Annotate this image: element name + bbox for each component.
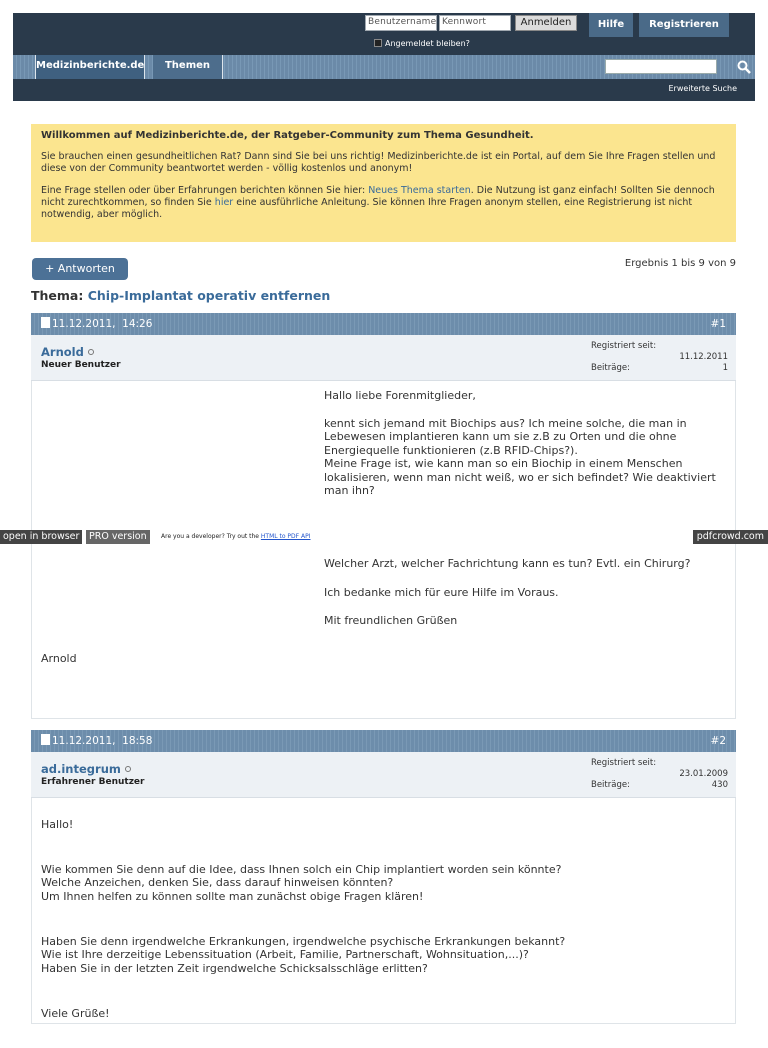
- post-paragraph: Mit freundlichen Grüßen: [324, 614, 458, 627]
- user-rank: Neuer Benutzer: [41, 360, 121, 370]
- post-header: [31, 730, 736, 752]
- result-count: Ergebnis 1 bis 9 von 9: [624, 258, 736, 269]
- offline-status-icon: [88, 349, 94, 355]
- password-input[interactable]: Kennwort: [439, 15, 511, 31]
- post-count: 1: [722, 363, 728, 373]
- advanced-search-link[interactable]: Erweiterte Suche: [668, 84, 737, 93]
- welcome-text-2a: Eine Frage stellen oder über Erfahrungen berichten können Sie hier:: [41, 185, 369, 196]
- post-count: 430: [711, 780, 728, 790]
- tab-themen[interactable]: Themen: [153, 55, 223, 79]
- help-button[interactable]: Hilfe: [589, 13, 633, 37]
- post-paragraph: Hallo!: [41, 817, 74, 831]
- post-paragraph: Haben Sie denn irgendwelche Erkrankungen, irgendwelche psychische Erkrankungen bekannt? Wie ist Ihre derzeitige Lebenssituation (Arbeit, Familie, Partnerschaft, Wohnsituation,...)? Haben Sie in der letzten Zeit irgendwelche Schicksalsschläge erlitten?: [41, 934, 566, 975]
- remember-me[interactable]: [374, 39, 470, 48]
- author-name[interactable]: Arnold: [41, 345, 84, 359]
- post-paragraph: Ich bedanke mich für eure Hilfe im Voraus.: [324, 585, 559, 599]
- welcome-text-2b: . Die Nutzung ist ganz einfach! Sollten Sie dennoch nicht zurechtkommen, so finden Sie: [41, 185, 715, 208]
- search-button[interactable]: [733, 55, 755, 79]
- html-to-pdf-link[interactable]: HTML to PDF API: [260, 533, 311, 540]
- thread-title-text[interactable]: Chip-Implantat operativ entfernen: [87, 288, 331, 303]
- post-paragraph: Hallo liebe Forenmitglieder,: [324, 389, 476, 402]
- new-thread-link[interactable]: Neues Thema starten: [368, 185, 471, 196]
- posts-label: Beiträge:: [591, 780, 630, 790]
- post-header: [31, 313, 736, 335]
- post-paragraph-text: kennt sich jemand mit Biochips aus? Ich meine solche, die man in Lebewesen implantieren kann um sie z.B zu Orten und die ohne Energiequelle funktionieren (z.B RFID-Chips?).: [324, 416, 687, 457]
- pdfcrowd-banner: [0, 530, 768, 544]
- post-time: 18:58: [122, 735, 153, 747]
- welcome-text-1: Sie brauchen einen gesundheitlichen Rat? Dann sind Sie bei uns richtig! Medizinberichte.de ist ein Portal, auf dem Sie Ihre Fragen stellen und diese von der Community beantwortet werden - völlig kostenlos und anonym!: [41, 151, 716, 174]
- thread-title-prefix: Thema:: [31, 288, 84, 303]
- post-paragraph: Viele Grüße!: [41, 1006, 110, 1020]
- remember-checkbox[interactable]: [374, 39, 382, 47]
- posts-label: Beiträge:: [591, 363, 630, 373]
- developer-note: [161, 533, 311, 540]
- sub-navigation: [13, 79, 755, 101]
- registered-date: 23.01.2009: [679, 769, 728, 779]
- post-number[interactable]: #2: [710, 735, 726, 747]
- open-in-browser-link[interactable]: open in browser: [0, 530, 82, 544]
- tab-medizinberichte[interactable]: Medizinberichte.de: [35, 55, 145, 79]
- welcome-text-2c: eine ausführliche Anleitung. Sie können Ihre Fragen anonym stellen, eine Registrierung ist nicht notwendig, aber möglich.: [41, 197, 693, 220]
- thread-title: [31, 288, 330, 303]
- post-signature: Arnold: [41, 652, 77, 665]
- username-input[interactable]: Benutzername: [365, 15, 437, 31]
- document-icon: [41, 734, 50, 745]
- top-bar: [13, 13, 755, 55]
- pdfcrowd-logo-link[interactable]: pdfcrowd.com: [693, 530, 768, 544]
- registered-label: Registriert seit:: [591, 341, 657, 351]
- post-author[interactable]: [41, 345, 94, 359]
- registered-date: 11.12.2011: [679, 352, 728, 362]
- post-paragraph: Welcher Arzt, welcher Fachrichtung kann es tun? Evtl. ein Chirurg?: [324, 557, 691, 570]
- post-content: [31, 798, 736, 1024]
- remember-label: Angemeldet bleiben?: [385, 39, 470, 48]
- post-userinfo: [31, 752, 736, 798]
- post-date: 11.12.2011,: [52, 735, 116, 747]
- post-author[interactable]: [41, 762, 131, 776]
- search-input[interactable]: [605, 59, 717, 74]
- user-stats: [591, 758, 728, 791]
- post-number[interactable]: #1: [710, 318, 726, 330]
- post-paragraph: Meine Frage ist, wie kann man so ein Biochip in einem Menschen lokalisieren, wenn man nicht weiß, wo er sich befindet? Wie deaktiviert man ihn?: [324, 457, 716, 497]
- post-paragraph: Wie kommen Sie denn auf die Idee, dass Ihnen solch ein Chip implantiert worden sein könnte? Welche Anzeichen, denken Sie, dass darauf hinweisen könnten? Um Ihnen helfen zu können sollte man zunächst obige Fragen klären!: [41, 862, 562, 903]
- post-paragraph: [324, 417, 734, 458]
- post-content: [31, 381, 736, 719]
- post-time: 14:26: [122, 318, 153, 330]
- welcome-title: Willkommen auf Medizinberichte.de, der Ratgeber-Community zum Thema Gesundheit.: [41, 130, 534, 141]
- user-stats: [591, 341, 728, 374]
- guide-link[interactable]: hier: [214, 197, 234, 208]
- main-navigation: [13, 55, 755, 79]
- user-rank: Erfahrener Benutzer: [41, 777, 145, 787]
- registered-label: Registriert seit:: [591, 758, 657, 768]
- document-icon: [41, 317, 50, 328]
- post-date: 11.12.2011,: [52, 318, 116, 330]
- register-button[interactable]: Registrieren: [639, 13, 729, 37]
- post-userinfo: [31, 335, 736, 381]
- welcome-notice: [31, 124, 736, 242]
- developer-text: Are you a developer? Try out the: [161, 533, 261, 540]
- login-button[interactable]: Anmelden: [515, 15, 577, 31]
- offline-status-icon: [125, 766, 131, 772]
- author-name[interactable]: ad.integrum: [41, 762, 121, 776]
- pro-version-link[interactable]: PRO version: [86, 530, 150, 544]
- reply-button[interactable]: + Antworten: [32, 258, 128, 280]
- search-icon: [737, 60, 751, 74]
- welcome-text-2: [41, 185, 726, 221]
